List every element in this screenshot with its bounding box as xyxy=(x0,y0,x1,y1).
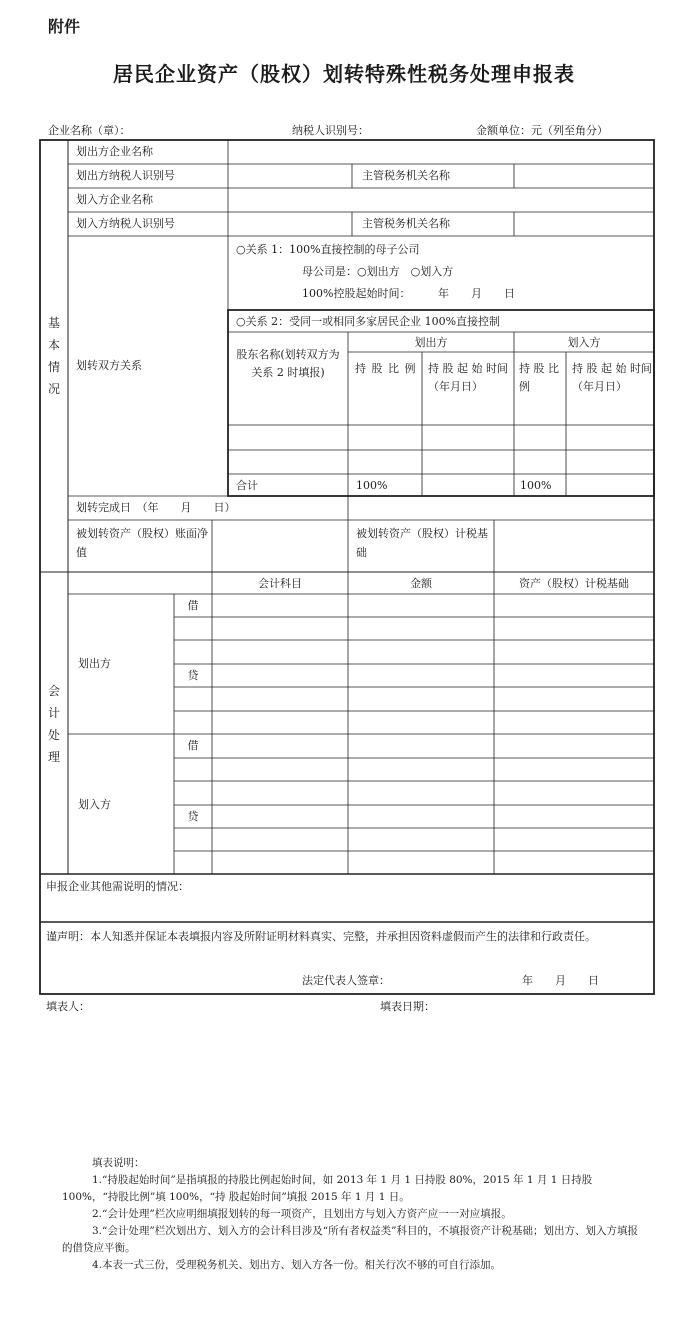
basic-section-title: 基本情况 xyxy=(47,316,60,396)
out-start-time-header: 持 股 起 始 时间（年月日） xyxy=(428,362,508,393)
instruction-item: 2.“会计处理”栏次应明细填报划转的每一项资产，且划出方与划入方资产应一一对应填报。 xyxy=(92,1208,512,1220)
relation-1-option[interactable]: ○关系 1：100%直接控制的母子公司 xyxy=(236,243,420,256)
instruction-item: 4.本表一式三份，受理税务机关、划出方、划入方各一份。相关行次不够的可自行添加。 xyxy=(92,1259,502,1271)
accounting-in-party: 划入方 xyxy=(78,798,111,811)
in-ratio-header: 持 股 比例 xyxy=(519,362,559,393)
in-id-label: 划入方纳税人识别号 xyxy=(76,217,175,230)
shareholder-name-header: 股东名称(划转双方为关系 2 时填报) xyxy=(236,348,340,379)
company-name-label: 企业名称（章）： xyxy=(48,124,131,137)
out-ratio-header: 持 股 比 例 xyxy=(355,362,417,375)
in-name-label: 划入方企业名称 xyxy=(76,193,153,206)
instruction-item: 1.“持股起始时间”是指填报的持股比例起始时间，如 2013 年 1 月 1 日持股 80%，2015 年 1 月 1 日持股 100%，“持股比例”填 100%，“持 股起始时间”填报 2015 年 1 月 1 日。 xyxy=(62,1174,593,1203)
holding-start-date: 100%控股起始时间： 年 月 日 xyxy=(302,287,515,300)
accounting-out-party: 划出方 xyxy=(78,657,111,670)
legal-rep-signature-label: 法定代表人签章： xyxy=(302,974,390,987)
signature-date: 年 月 日 xyxy=(522,974,599,987)
out-credit-label: 贷 xyxy=(187,669,199,682)
in-debit-label: 借 xyxy=(187,739,199,752)
col-amount-header: 金额 xyxy=(410,577,432,590)
out-party-header: 划出方 xyxy=(414,336,448,349)
attachment-label: 附件 xyxy=(48,17,81,36)
relation-label: 划转双方关系 xyxy=(76,359,142,372)
book-value-label: 被划转资产（股权）账面净值 xyxy=(76,527,208,559)
out-tax-authority-label: 主管税务机关名称 xyxy=(362,169,450,182)
out-name-label: 划出方企业名称 xyxy=(76,145,153,158)
form-title: 居民企业资产（股权）划转特殊性税务处理申报表 xyxy=(113,62,575,86)
relation-2-option[interactable]: ○关系 2：受同一或相同多家居民企业 100%直接控制 xyxy=(236,315,501,328)
accounting-section-title: 会计处理 xyxy=(47,684,60,764)
taxpayer-id-label: 纳税人识别号： xyxy=(292,124,369,137)
col-subject-header: 会计科目 xyxy=(258,577,302,590)
in-party-header: 划入方 xyxy=(567,336,601,349)
amount-unit-label: 金额单位：元（列至角分） xyxy=(476,124,608,137)
out-total-pct: 100% xyxy=(356,479,388,492)
in-credit-label: 贷 xyxy=(187,810,199,823)
out-id-label: 划出方纳税人识别号 xyxy=(76,169,175,182)
fill-date-label: 填表日期： xyxy=(380,1000,435,1013)
in-tax-authority-label: 主管税务机关名称 xyxy=(362,217,450,230)
total-label: 合计 xyxy=(236,479,258,492)
completion-date-label: 划转完成日 （年 月 日） xyxy=(76,501,236,514)
col-basis-header: 资产（股权）计税基础 xyxy=(519,577,629,590)
filling-instructions xyxy=(62,1155,642,1274)
instruction-item: 3.“会计处理”栏次划出方、划入方的会计科目涉及“所有者权益类”科目的，不填报资产计税基础；划出方、划入方填报的借贷应平衡。 xyxy=(62,1225,638,1254)
in-start-time-header: 持 股 起 始 时间（年月日） xyxy=(572,362,652,393)
out-debit-label: 借 xyxy=(187,599,199,612)
declaration-text: 谨声明：本人知悉并保证本表填报内容及所附证明材料真实、完整，并承担因资料虚假而产生的法律和行政责任。 xyxy=(46,930,596,943)
filler-label: 填表人： xyxy=(46,1000,90,1013)
parent-company-choice[interactable]: 母公司是：○划出方 ○划入方 xyxy=(302,265,454,278)
other-note-label: 申报企业其他需说明的情况： xyxy=(46,880,189,893)
tax-basis-label: 被划转资产（股权）计税基础 xyxy=(356,527,488,559)
in-total-pct: 100% xyxy=(520,479,552,492)
instructions-heading: 填表说明： xyxy=(92,1157,145,1169)
